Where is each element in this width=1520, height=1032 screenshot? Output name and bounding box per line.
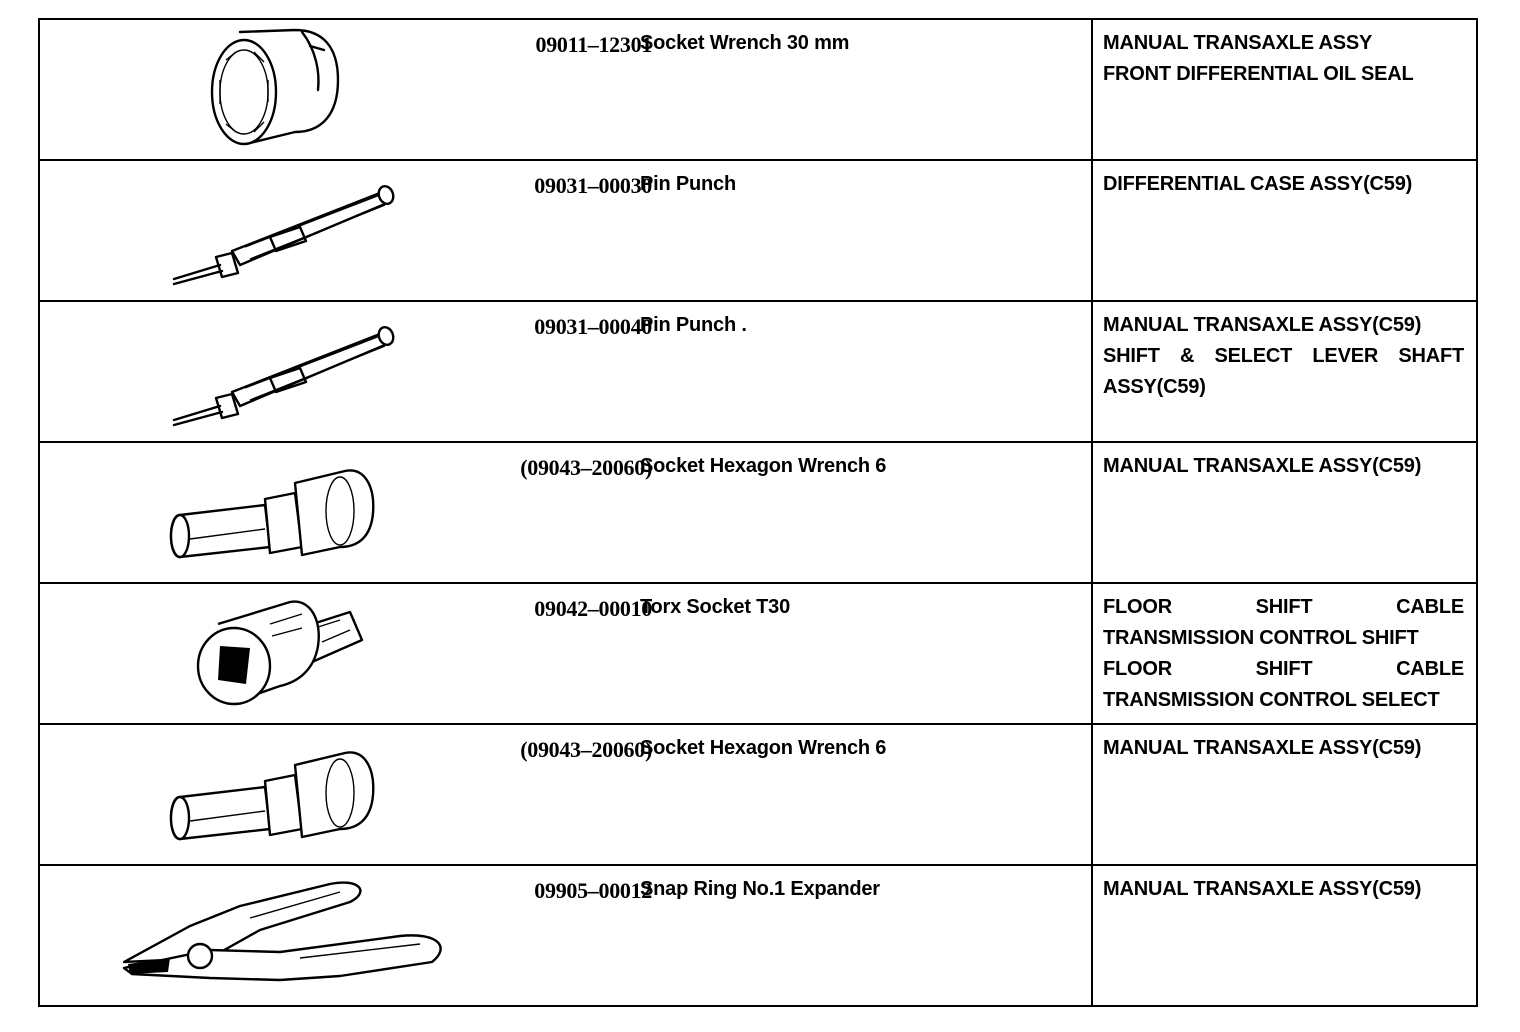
tool-name: Socket Hexagon Wrench 6 (640, 455, 887, 477)
application-cell (1092, 160, 1477, 301)
application-line: TRANSMISSION CONTROL SELECT (1103, 689, 1440, 711)
torx-socket-icon (40, 584, 450, 723)
application-list (1093, 866, 1476, 905)
application-cell (1092, 724, 1477, 865)
application-cell (1092, 19, 1477, 160)
tool-name: Pin Punch . (640, 314, 747, 336)
part-number: 09031–00040 (534, 314, 652, 339)
application-line: TRANSMISSION CONTROL SHIFT (1103, 627, 1419, 649)
table-row (39, 160, 1477, 301)
application-cell (1092, 865, 1477, 1006)
tool-cell (39, 724, 1092, 865)
application-line: MANUAL TRANSAXLE ASSY(C59) (1103, 737, 1422, 759)
tool-name: Socket Hexagon Wrench 6 (640, 737, 887, 759)
tool-cell (39, 442, 1092, 583)
snap-ring-expander-icon (40, 866, 450, 1005)
tool-cell (39, 583, 1092, 724)
table-row (39, 865, 1477, 1006)
application-list (1093, 725, 1476, 764)
tool-name: Snap Ring No.1 Expander (640, 878, 880, 900)
application-line: FLOOR SHIFT CABLE (1103, 596, 1464, 618)
application-line: SHIFT & SELECT LEVER SHAFT (1103, 345, 1464, 367)
tool-name: Pin Punch (640, 173, 736, 195)
pin-punch-icon (40, 161, 450, 300)
application-cell (1092, 301, 1477, 442)
tool-cell (39, 865, 1092, 1006)
tool-cell (39, 160, 1092, 301)
part-number: 09011–12301 (535, 32, 652, 57)
table-row (39, 442, 1477, 583)
table-row (39, 724, 1477, 865)
table-row (39, 583, 1477, 724)
part-number: 09905–00012 (534, 878, 652, 903)
part-number: 09042–00010 (534, 596, 652, 621)
special-service-tools-table (38, 18, 1478, 1007)
socket-wrench-icon (40, 20, 450, 159)
application-list (1093, 161, 1476, 200)
part-number: (09043–20060) (520, 737, 652, 762)
application-line: FRONT DIFFERENTIAL OIL SEAL (1103, 63, 1414, 85)
application-cell (1092, 442, 1477, 583)
table-body (39, 19, 1477, 1006)
pin-punch-icon (40, 302, 450, 441)
application-list (1093, 443, 1476, 482)
application-list (1093, 20, 1476, 90)
application-list (1093, 302, 1476, 403)
application-list (1093, 584, 1476, 716)
application-line: DIFFERENTIAL CASE ASSY(C59) (1103, 173, 1413, 195)
tool-name: Torx Socket T30 (640, 596, 791, 618)
application-line: FLOOR SHIFT CABLE (1103, 658, 1464, 680)
application-line: MANUAL TRANSAXLE ASSY(C59) (1103, 455, 1422, 477)
part-number: 09031–00030 (534, 173, 652, 198)
table-row (39, 19, 1477, 160)
tool-cell (39, 301, 1092, 442)
hex-socket-icon (40, 443, 450, 582)
application-cell (1092, 583, 1477, 724)
application-line: MANUAL TRANSAXLE ASSY(C59) (1103, 314, 1422, 336)
application-line: ASSY(C59) (1103, 376, 1206, 398)
application-line: MANUAL TRANSAXLE ASSY (1103, 32, 1373, 54)
table-row (39, 301, 1477, 442)
tool-name: Socket Wrench 30 mm (640, 32, 850, 54)
tool-cell (39, 19, 1092, 160)
application-line: MANUAL TRANSAXLE ASSY(C59) (1103, 878, 1422, 900)
hex-socket-icon (40, 725, 450, 864)
part-number: (09043–20060) (520, 455, 652, 480)
